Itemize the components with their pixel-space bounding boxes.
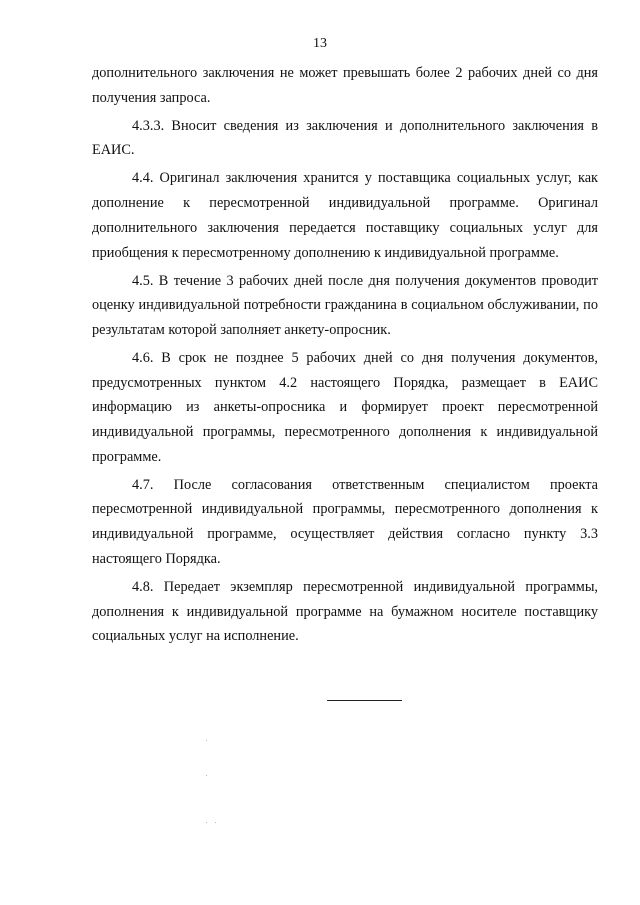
paragraph-4-4: 4.4. Оригинал заключения хранится у поставщика социальных услуг, как дополнение к пересмотренной индивидуальной программе. Оригинал дополнительного заключения передается поставщику социальных услуг для приобщения к пересмотренному дополнению к индивидуальной программе. [92, 170, 598, 261]
paragraph-continuation: дополнительного заключения не может превышать более 2 рабочих дней со дня получения запроса. [92, 65, 598, 106]
end-of-text-rule [327, 700, 402, 701]
paragraph-4-7: 4.7. После согласования ответственным специалистом проекта пересмотренной индивидуальной программы, пересмотренного дополнения к индивидуальной программе, осуществляет действия согласно пункту 3.3 настоящего Порядка. [92, 476, 598, 567]
paragraph-4-8: 4.8. Передает экземпляр пересмотренной индивидуальной программы, дополнения к индивидуальной программе на бумажном носителе поставщику социальных услуг на исполнение. [92, 578, 598, 645]
paragraph-4-3-3: 4.3.3. Вносит сведения из заключения и дополнительного заключения в ЕАИС. [92, 117, 598, 159]
paragraph-4-5: 4.5. В течение 3 рабочих дней после дня получения документов проводит оценку индивидуальной потребности гражданина в социальном обслуживании, по результатам которой заполняет анкету-опросник. [92, 272, 598, 338]
scan-speck [206, 822, 207, 823]
scan-speck [206, 740, 207, 741]
paragraph-4-6: 4.6. В срок не позднее 5 рабочих дней со дня получения документов, предусмотренных пунктом 4.2 настоящего Порядка, размещает в ЕАИС информацию из анкеты-опросника и формирует проект пересмотренной индивидуальной программы, пересмотренного дополнения к индивидуальной программе. [92, 349, 598, 465]
scan-speck [206, 775, 207, 776]
scan-speck [215, 822, 216, 823]
page-number: 13 [313, 36, 327, 51]
document-body [92, 61, 598, 649]
